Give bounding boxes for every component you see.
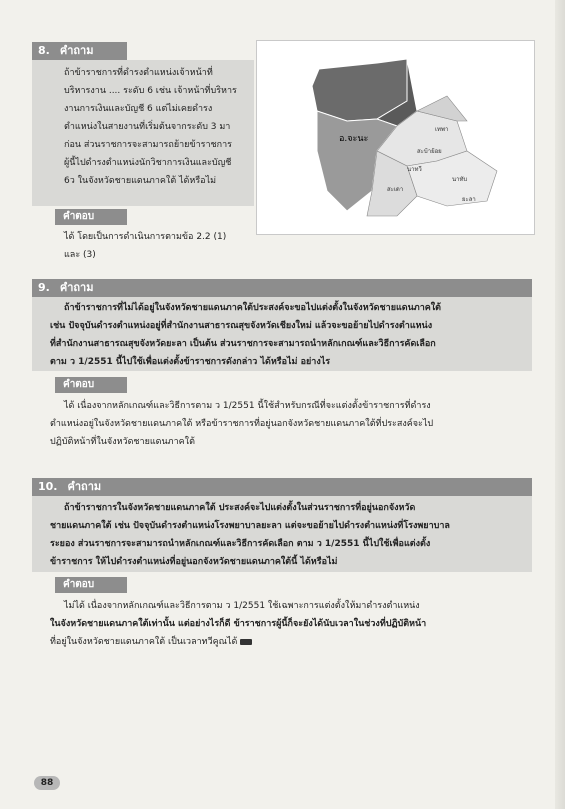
q9-line-1: ถ้าข้าราชการที่ไม่ได้อยู่ในจังหวัดชายแดนภาคใต้ประสงค์จะขอไปแต่งตั้งในจังหวัดชายแดนภาคใต้ [64, 303, 442, 313]
q10-line-1: ถ้าข้าราชการในจังหวัดชายแดนภาคใต้ ประสงค์จะไปแต่งตั้งในส่วนราชการที่อยู่นอกจังหวัด [64, 503, 416, 513]
map-label-thepha: เทพา [435, 126, 449, 133]
answer-9-header: คำตอบ [55, 377, 127, 393]
page-number: 88 [34, 776, 60, 790]
q10-line-2: ชายแดนภาคใต้ เช่น ปัจจุบันดำรงตำแหน่งโรงพยาบาลยะลา แต่จะขอย้ายไปดำรงตำแหน่งที่โรงพยาบาล [50, 521, 450, 531]
question-8-header [32, 42, 127, 60]
map-label-sabayoi: สะบ้าย้อย [417, 148, 442, 155]
q10-line-4: ข้าราชการ ให้ไปดำรงตำแหน่งที่อยู่นอกจังหวัดชายแดนภาคใต้นี้ ได้หรือไม่ [50, 557, 338, 567]
answer-10-header: คำตอบ [55, 577, 127, 593]
map-label-yala: ยะลา [462, 196, 476, 203]
map-label-chana: อ.จะนะ [339, 134, 369, 144]
q9-line-2: เช่น ปัจจุบันดำรงตำแหน่งอยู่ที่สำนักงานสาธารณสุขจังหวัดเชียงใหม่ แล้วจะขอย้ายไปดำรงตำแหน่ง [50, 321, 433, 331]
answer-8-header: คำตอบ [55, 209, 127, 225]
question-title: คำถาม [59, 44, 94, 57]
a10-line-1: ไม่ได้ เนื่องจากหลักเกณฑ์และวิธีการตาม ว 1/2551 ใช้เฉพาะการแต่งตั้งให้มาดำรงตำแหน่ง [64, 601, 420, 611]
question-title: คำถาม [67, 480, 102, 493]
map-label-sadao: สะเดา [387, 186, 404, 193]
q8-line-3: งานการเงินและบัญชี 6 แต่ไม่เคยดำรง [64, 104, 213, 114]
q8-line-2: บริหารงาน .... ระดับ 6 เช่น เจ้าหน้าที่บริหาร [64, 86, 237, 96]
a8-line-1: ได้ โดยเป็นการดำเนินการตามข้อ 2.2 (1) [64, 232, 227, 242]
province-map [256, 40, 535, 235]
question-9-header [32, 279, 532, 297]
question-title: คำถาม [59, 281, 94, 294]
a8-line-2: และ (3) [64, 250, 96, 260]
q8-line-4: ตำแหน่งในสายงานที่เริ่มต้นจากระดับ 3 มา [64, 122, 231, 132]
map-label-nathap: นาทับ [452, 176, 468, 183]
end-mark-icon [240, 639, 252, 645]
a9-line-1: ได้ เนื่องจากหลักเกณฑ์และวิธีการตาม ว 1/2551 นี้ใช้สำหรับกรณีที่จะแต่งตั้งข้าราชการที่ดำรง [64, 401, 431, 411]
q8-line-1: ถ้าข้าราชการที่ดำรงตำแหน่งเจ้าหน้าที่ [64, 68, 213, 78]
question-number: 9. [38, 281, 50, 294]
page-edge-shadow [555, 0, 565, 809]
a9-line-2: ตำแหน่งอยู่ในจังหวัดชายแดนภาคใต้ หรือข้าราชการที่อยู่นอกจังหวัดชายแดนภาคใต้ที่ประสงค์จะไป [50, 419, 434, 429]
a10-line-2: ในจังหวัดชายแดนภาคใต้เท่านั้น แต่อย่างไรก็ดี ข้าราชการผู้นี้ก็จะยังได้นับเวลาในช่วงที่ปฏิบัติหน้า [50, 619, 427, 629]
q8-line-7: 6ว ในจังหวัดชายแดนภาคใต้ ได้หรือไม่ [64, 176, 217, 186]
q8-line-6: ผู้นี้ไปดำรงตำแหน่งนักวิชาการเงินและบัญชี [64, 158, 232, 168]
q9-line-4: ตาม ว 1/2551 นี้ไปใช้เพื่อแต่งตั้งข้าราชการดังกล่าว ได้หรือไม่ อย่างไร [50, 357, 331, 367]
a10-line-3 [50, 633, 252, 651]
q8-line-5: ก่อน ส่วนราชการจะสามารถย้ายข้าราชการ [64, 140, 232, 150]
q10-line-3: ระยอง ส่วนราชการจะสามารถนำหลักเกณฑ์และวิธีการคัดเลือก ตาม ว 1/2551 นี้ไปใช้เพื่อแต่งตั้ง [50, 539, 431, 549]
q9-line-3: ที่สำนักงานสาธารณสุขจังหวัดยะลา เป็นต้น ส่วนราชการจะสามารถนำหลักเกณฑ์และวิธีการคัดเลือก [50, 339, 436, 349]
map-label-nathawi: นาทวี [407, 166, 422, 173]
a9-line-3: ปฏิบัติหน้าที่ในจังหวัดชายแดนภาคใต้ [50, 437, 195, 447]
question-10-header [32, 478, 532, 496]
question-number: 8. [38, 44, 50, 57]
a10-line-3-text: ที่อยู่ในจังหวัดชายแดนภาคใต้ เป็นเวลาทวีคูณได้ [50, 637, 238, 647]
province-map-drawing [257, 41, 534, 234]
question-number: 10. [38, 480, 58, 493]
